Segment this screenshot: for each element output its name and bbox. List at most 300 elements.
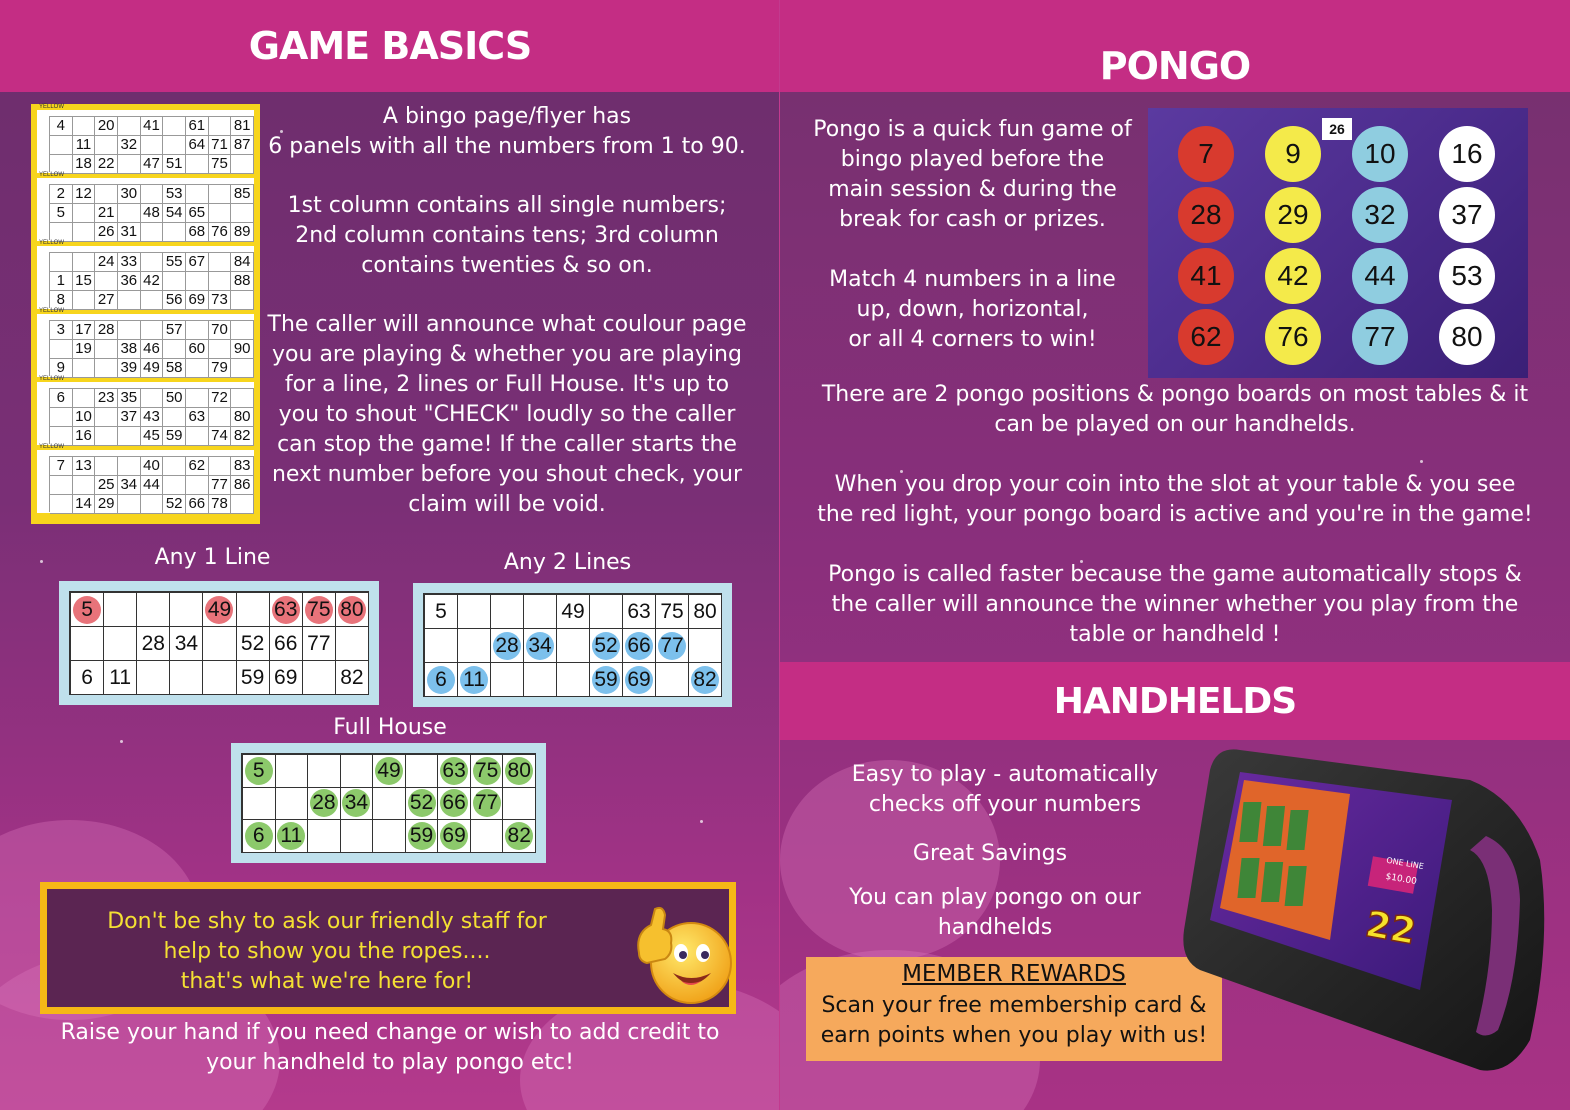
- ticket-cell: 81: [231, 117, 254, 136]
- ticket-cell: 44: [141, 476, 164, 495]
- pattern-number: 77: [660, 633, 684, 657]
- ticket-cell: [95, 408, 118, 427]
- ticket-cell: [73, 117, 96, 136]
- ticket-cell: 60: [186, 340, 209, 359]
- ticket-cell: 4: [50, 117, 73, 136]
- ticket-cell: 25: [95, 476, 118, 495]
- text-line: 1st column contains all single numbers;: [287, 193, 727, 218]
- ticket-cell: [209, 204, 232, 223]
- pattern-cell: [308, 788, 341, 821]
- pattern-cell: [557, 629, 590, 663]
- text-line: can stop the game! If the caller starts the: [277, 432, 737, 457]
- pattern-number: 6: [435, 667, 447, 691]
- ticket-cell: [141, 291, 164, 310]
- pattern-cell: [203, 627, 236, 661]
- ticket-cell: [163, 476, 186, 495]
- text-line: next number before you shout check, your: [271, 462, 743, 487]
- pattern-cell: [503, 788, 536, 821]
- ticket-cell: [186, 272, 209, 291]
- ticket-cell: 52: [163, 495, 186, 514]
- full-house-example: [231, 743, 546, 863]
- ticket-color-label: YELLOW: [39, 240, 65, 246]
- pattern-cell: [406, 755, 439, 788]
- member-rewards-text: [806, 991, 1222, 1051]
- bingo-ticket: [37, 104, 254, 173]
- ticket-cell: [118, 457, 141, 476]
- text-line: main session & during the: [828, 177, 1117, 202]
- last-call-tag: 26: [1322, 118, 1352, 140]
- pattern-number: 66: [627, 633, 651, 657]
- pongo-ball: 41: [1178, 248, 1234, 304]
- pattern-cell: [237, 627, 270, 661]
- pongo-match: [800, 265, 1145, 355]
- ticket-cell: 58: [163, 359, 186, 378]
- pattern-cell: [471, 788, 504, 821]
- handhelds-pongo: [820, 883, 1170, 943]
- ticket-cell: 84: [231, 253, 254, 272]
- pattern-cell: [243, 755, 276, 788]
- pongo-ball: 16: [1439, 126, 1495, 182]
- ticket-cell: 65: [186, 204, 209, 223]
- text-line: 6 panels with all the numbers from 1 to 90.: [268, 134, 746, 159]
- pattern-number: 77: [307, 631, 331, 655]
- ticket-cell: [95, 136, 118, 155]
- ticket-cell: [163, 117, 186, 136]
- pattern-cell: [590, 663, 623, 697]
- pattern-number: 6: [252, 824, 265, 848]
- ticket-cell: [141, 389, 164, 408]
- ticket-cell: 70: [209, 321, 232, 340]
- ticket-cell: 42: [141, 272, 164, 291]
- ticket-cell: [118, 117, 141, 136]
- pattern-cell: [623, 663, 656, 697]
- pongo-board: [1148, 108, 1528, 378]
- text-line: help to show you the ropes....: [163, 939, 491, 964]
- pattern-cell: [104, 661, 137, 695]
- text-line: Raise your hand if you need change or wish to add credit to: [60, 1020, 720, 1045]
- ticket-cell: [231, 359, 254, 378]
- pattern-cell: [243, 820, 276, 853]
- any-1-line-example: [59, 581, 379, 705]
- pattern-number: 66: [274, 631, 298, 655]
- ticket-cell: 23: [95, 389, 118, 408]
- pattern-number: 49: [377, 758, 401, 782]
- bingo-strip: [31, 104, 260, 524]
- pattern-number: 59: [594, 667, 618, 691]
- pattern-cell: [104, 593, 137, 627]
- ticket-cell: 1: [50, 272, 73, 291]
- ticket-cell: 77: [209, 476, 232, 495]
- ticket-cell: 67: [186, 253, 209, 272]
- ticket-cell: [95, 185, 118, 204]
- pattern-cell: [425, 595, 458, 629]
- ticket-cell: [209, 185, 232, 204]
- text-line: up, down, horizontal,: [856, 297, 1089, 322]
- text-line: that's what we're here for!: [180, 969, 474, 994]
- ticket-cell: [209, 272, 232, 291]
- screen-win-label: ONE LINE: [1385, 855, 1425, 872]
- ticket-cell: 35: [118, 389, 141, 408]
- ticket-cell: [141, 253, 164, 272]
- ticket-cell: 90: [231, 340, 254, 359]
- ticket-cell: [231, 291, 254, 310]
- pattern-cell: [276, 820, 309, 853]
- pattern-cell: [270, 661, 303, 695]
- ticket-cell: 82: [231, 427, 254, 446]
- ticket-cell: 6: [50, 389, 73, 408]
- pattern-cell: [203, 593, 236, 627]
- ticket-cell: 71: [209, 136, 232, 155]
- ticket-cell: 48: [141, 204, 164, 223]
- ticket-cell: [141, 136, 164, 155]
- ticket-cell: [118, 291, 141, 310]
- pattern-cell: [170, 627, 203, 661]
- raise-hand-text: [30, 1018, 750, 1078]
- ticket-cell: 30: [118, 185, 141, 204]
- pongo-ball: 9: [1265, 126, 1321, 182]
- bingo-ticket: [37, 172, 254, 241]
- ticket-cell: 38: [118, 340, 141, 359]
- text-line: When you drop your coin into the slot at your table & you see: [834, 472, 1516, 497]
- pattern-cell: [689, 663, 722, 697]
- pongo-ball: 76: [1265, 309, 1321, 365]
- pongo-ball: 44: [1352, 248, 1408, 304]
- pattern-cell: [524, 663, 557, 697]
- pattern-number: 11: [280, 824, 303, 848]
- pattern-number: 75: [474, 758, 499, 782]
- pattern-cell: [303, 593, 336, 627]
- ticket-cell: [231, 204, 254, 223]
- ticket-cell: 45: [141, 427, 164, 446]
- ticket-cell: [73, 223, 96, 242]
- pattern-cell: [656, 595, 689, 629]
- any-2-lines-caption: Any 2 Lines: [503, 550, 632, 575]
- text-line: The caller will announce what coulour page: [267, 312, 747, 337]
- pattern-cell: [491, 663, 524, 697]
- pattern-cell: [336, 627, 369, 661]
- ticket-cell: 66: [186, 495, 209, 514]
- ticket-cell: [118, 204, 141, 223]
- ticket-cell: 54: [163, 204, 186, 223]
- ticket-cell: 16: [73, 427, 96, 446]
- pattern-cell: [270, 593, 303, 627]
- ticket-cell: 22: [95, 155, 118, 174]
- ticket-cell: [73, 291, 96, 310]
- screen-call-number: 22: [1362, 903, 1419, 953]
- ticket-cell: 75: [209, 155, 232, 174]
- ticket-color-label: YELLOW: [39, 104, 65, 110]
- pattern-cell: [71, 593, 104, 627]
- ticket-cell: 5: [50, 204, 73, 223]
- text-line: Scan your free membership card &: [821, 993, 1207, 1018]
- ticket-cell: [118, 155, 141, 174]
- text-line: Easy to play - automatically: [851, 762, 1159, 787]
- pattern-cell: [524, 595, 557, 629]
- bingo-ticket: [37, 376, 254, 445]
- ticket-cell: [118, 321, 141, 340]
- pattern-cell: [656, 629, 689, 663]
- ticket-cell: 55: [163, 253, 186, 272]
- game-basics-intro: [262, 102, 752, 162]
- pattern-number: 75: [660, 599, 684, 623]
- bingo-ticket: [37, 240, 254, 309]
- pattern-cell: [689, 629, 722, 663]
- pattern-cell: [590, 629, 623, 663]
- handhelds-title: HANDHELDS: [780, 662, 1570, 740]
- ticket-cell: [95, 427, 118, 446]
- ticket-cell: 80: [231, 408, 254, 427]
- star-decoration: [40, 560, 43, 563]
- ticket-cell: 41: [141, 117, 164, 136]
- ticket-cell: [163, 408, 186, 427]
- ticket-cell: 59: [163, 427, 186, 446]
- pattern-number: 34: [528, 633, 552, 657]
- ticket-cell: [186, 185, 209, 204]
- text-line: A bingo page/flyer has: [382, 104, 632, 129]
- ticket-cell: 64: [186, 136, 209, 155]
- pattern-number: 6: [81, 665, 93, 689]
- pattern-cell: [471, 755, 504, 788]
- pattern-cell: [336, 661, 369, 695]
- pattern-cell: [276, 755, 309, 788]
- pattern-cell: [276, 788, 309, 821]
- text-line: contains twenties & so on.: [361, 253, 653, 278]
- handhelds-easy: [820, 760, 1190, 820]
- pattern-number: 80: [693, 599, 717, 623]
- handheld-device-image: [1180, 740, 1560, 1080]
- ticket-cell: 19: [73, 340, 96, 359]
- pattern-number: 63: [274, 597, 298, 621]
- pattern-cell: [71, 627, 104, 661]
- ticket-cell: [50, 136, 73, 155]
- text-line: handhelds: [937, 915, 1053, 940]
- ticket-cell: [163, 340, 186, 359]
- pattern-cell: [503, 820, 536, 853]
- ticket-cell: 39: [118, 359, 141, 378]
- pattern-number: 69: [274, 665, 298, 689]
- pattern-cell: [336, 593, 369, 627]
- star-decoration: [120, 740, 123, 743]
- ticket-cell: 20: [95, 117, 118, 136]
- ticket-cell: 51: [163, 155, 186, 174]
- ticket-cell: 46: [141, 340, 164, 359]
- pattern-cell: [458, 629, 491, 663]
- game-basics-panel: [0, 0, 780, 1110]
- text-line: 2nd column contains tens; 3rd column: [295, 223, 719, 248]
- ticket-cell: [73, 476, 96, 495]
- ticket-cell: 28: [95, 321, 118, 340]
- pattern-cell: [491, 595, 524, 629]
- star-decoration: [700, 820, 703, 823]
- ticket-cell: [50, 476, 73, 495]
- ticket-color-label: YELLOW: [39, 308, 65, 314]
- text-line: table or handheld !: [1069, 622, 1281, 647]
- game-basics-caller: [258, 310, 756, 520]
- bingo-ticket: [37, 444, 254, 513]
- ticket-cell: 87: [231, 136, 254, 155]
- pongo-ball: 37: [1439, 187, 1495, 243]
- ticket-cell: [50, 340, 73, 359]
- text-line: can be played on our handhelds.: [994, 412, 1356, 437]
- ticket-cell: 14: [73, 495, 96, 514]
- pattern-number: 82: [693, 667, 717, 691]
- ticket-cell: [186, 476, 209, 495]
- pattern-number: 80: [340, 597, 364, 621]
- pattern-cell: [623, 595, 656, 629]
- pattern-cell: [243, 788, 276, 821]
- pattern-cell: [308, 820, 341, 853]
- text-line: Match 4 numbers in a line: [829, 267, 1116, 292]
- ticket-cell: [209, 340, 232, 359]
- pattern-cell: [458, 663, 491, 697]
- ticket-cell: 56: [163, 291, 186, 310]
- pattern-cell: [237, 661, 270, 695]
- text-line: earn points when you play with us!: [820, 1023, 1208, 1048]
- ticket-cell: 63: [186, 408, 209, 427]
- ticket-cell: [163, 272, 186, 291]
- ticket-cell: 74: [209, 427, 232, 446]
- pattern-number: 59: [240, 665, 265, 689]
- pattern-cell: [308, 755, 341, 788]
- pattern-number: 52: [409, 791, 434, 815]
- ticket-cell: 3: [50, 321, 73, 340]
- ticket-cell: 53: [163, 185, 186, 204]
- ticket-color-label: YELLOW: [39, 376, 65, 382]
- ticket-color-label: YELLOW: [39, 172, 65, 178]
- star-decoration: [1420, 460, 1423, 463]
- pattern-cell: [425, 663, 458, 697]
- ticket-cell: 12: [73, 185, 96, 204]
- pattern-cell: [270, 627, 303, 661]
- pattern-cell: [524, 629, 557, 663]
- ticket-cell: [50, 408, 73, 427]
- pongo-ball: 28: [1178, 187, 1234, 243]
- ticket-cell: [50, 253, 73, 272]
- ticket-cell: 9: [50, 359, 73, 378]
- pattern-cell: [137, 627, 170, 661]
- ticket-cell: 26: [95, 223, 118, 242]
- ticket-cell: [118, 427, 141, 446]
- text-line: the caller will announce the winner whether you play from the: [831, 592, 1519, 617]
- ticket-cell: 89: [231, 223, 254, 242]
- pattern-cell: [438, 788, 471, 821]
- pattern-number: 5: [81, 597, 93, 621]
- pattern-number: 5: [435, 599, 447, 623]
- ticket-cell: 32: [118, 136, 141, 155]
- ticket-cell: [73, 204, 96, 223]
- pattern-number: 69: [442, 824, 466, 848]
- ticket-cell: [209, 253, 232, 272]
- pongo-intro: [800, 115, 1145, 235]
- ticket-cell: 88: [231, 272, 254, 291]
- text-line: Pongo is a quick fun game of: [813, 117, 1132, 142]
- ticket-cell: 61: [186, 117, 209, 136]
- pongo-faster: [790, 560, 1560, 650]
- pattern-number: 66: [442, 791, 466, 815]
- pattern-cell: [557, 595, 590, 629]
- ticket-cell: 37: [118, 408, 141, 427]
- ticket-cell: 36: [118, 272, 141, 291]
- pongo-ball: 77: [1352, 309, 1408, 365]
- text-line: claim will be void.: [408, 492, 606, 517]
- ticket-cell: 69: [186, 291, 209, 310]
- text-line: you are playing & whether you are playing: [272, 342, 742, 367]
- pattern-number: 34: [344, 791, 369, 815]
- ticket-cell: [95, 340, 118, 359]
- handhelds-savings: Great Savings: [912, 841, 1068, 866]
- ticket-cell: 8: [50, 291, 73, 310]
- ticket-cell: 24: [95, 253, 118, 272]
- member-rewards-title: MEMBER REWARDS: [902, 961, 1126, 987]
- ticket-cell: 72: [209, 389, 232, 408]
- pattern-number: 82: [340, 665, 364, 689]
- ticket-cell: [209, 457, 232, 476]
- pattern-cell: [373, 820, 406, 853]
- pattern-number: 63: [627, 599, 651, 623]
- screen-prize: $10.00: [1384, 871, 1418, 888]
- ticket-cell: [209, 117, 232, 136]
- text-line: There are 2 pongo positions & pongo boards on most tables & it: [821, 382, 1529, 407]
- ticket-cell: 17: [73, 321, 96, 340]
- ticket-cell: 11: [73, 136, 96, 155]
- ticket-cell: 47: [141, 155, 164, 174]
- pattern-cell: [458, 595, 491, 629]
- pattern-cell: [373, 788, 406, 821]
- pattern-number: 52: [240, 631, 265, 655]
- full-house-caption: Full House: [333, 715, 447, 740]
- ticket-cell: 85: [231, 185, 254, 204]
- text-line: checks off your numbers: [868, 792, 1142, 817]
- pattern-cell: [557, 663, 590, 697]
- ticket-cell: [186, 359, 209, 378]
- pattern-cell: [656, 663, 689, 697]
- pongo-ball: 62: [1178, 309, 1234, 365]
- ticket-cell: [231, 155, 254, 174]
- ticket-cell: [186, 389, 209, 408]
- ticket-cell: 50: [163, 389, 186, 408]
- pongo-coin: [790, 470, 1560, 530]
- ticket-cell: [231, 321, 254, 340]
- ticket-cell: [141, 223, 164, 242]
- pattern-cell: [237, 593, 270, 627]
- ticket-cell: [141, 495, 164, 514]
- pongo-ball: 29: [1265, 187, 1321, 243]
- ticket-cell: [73, 359, 96, 378]
- thumbs-up-smiley-icon: [629, 903, 739, 1007]
- pattern-number: 28: [495, 633, 519, 657]
- ticket-cell: [163, 223, 186, 242]
- pattern-cell: [341, 755, 374, 788]
- member-rewards-box: [806, 957, 1222, 1061]
- pongo-ball: 42: [1265, 248, 1321, 304]
- ticket-cell: 40: [141, 457, 164, 476]
- pattern-cell: [341, 788, 374, 821]
- pattern-cell: [590, 595, 623, 629]
- ticket-cell: 10: [73, 408, 96, 427]
- ticket-cell: [73, 389, 96, 408]
- ticket-cell: 27: [95, 291, 118, 310]
- pongo-ball: 10: [1352, 126, 1408, 182]
- pattern-cell: [491, 629, 524, 663]
- staff-help-text: [67, 907, 587, 997]
- pattern-number: 82: [507, 824, 531, 848]
- ticket-cell: [163, 136, 186, 155]
- pattern-cell: [303, 661, 336, 695]
- text-line: your handheld to play pongo etc!: [206, 1050, 574, 1075]
- game-basics-columns: [262, 191, 752, 281]
- pattern-number: 28: [141, 631, 165, 655]
- ticket-cell: 2: [50, 185, 73, 204]
